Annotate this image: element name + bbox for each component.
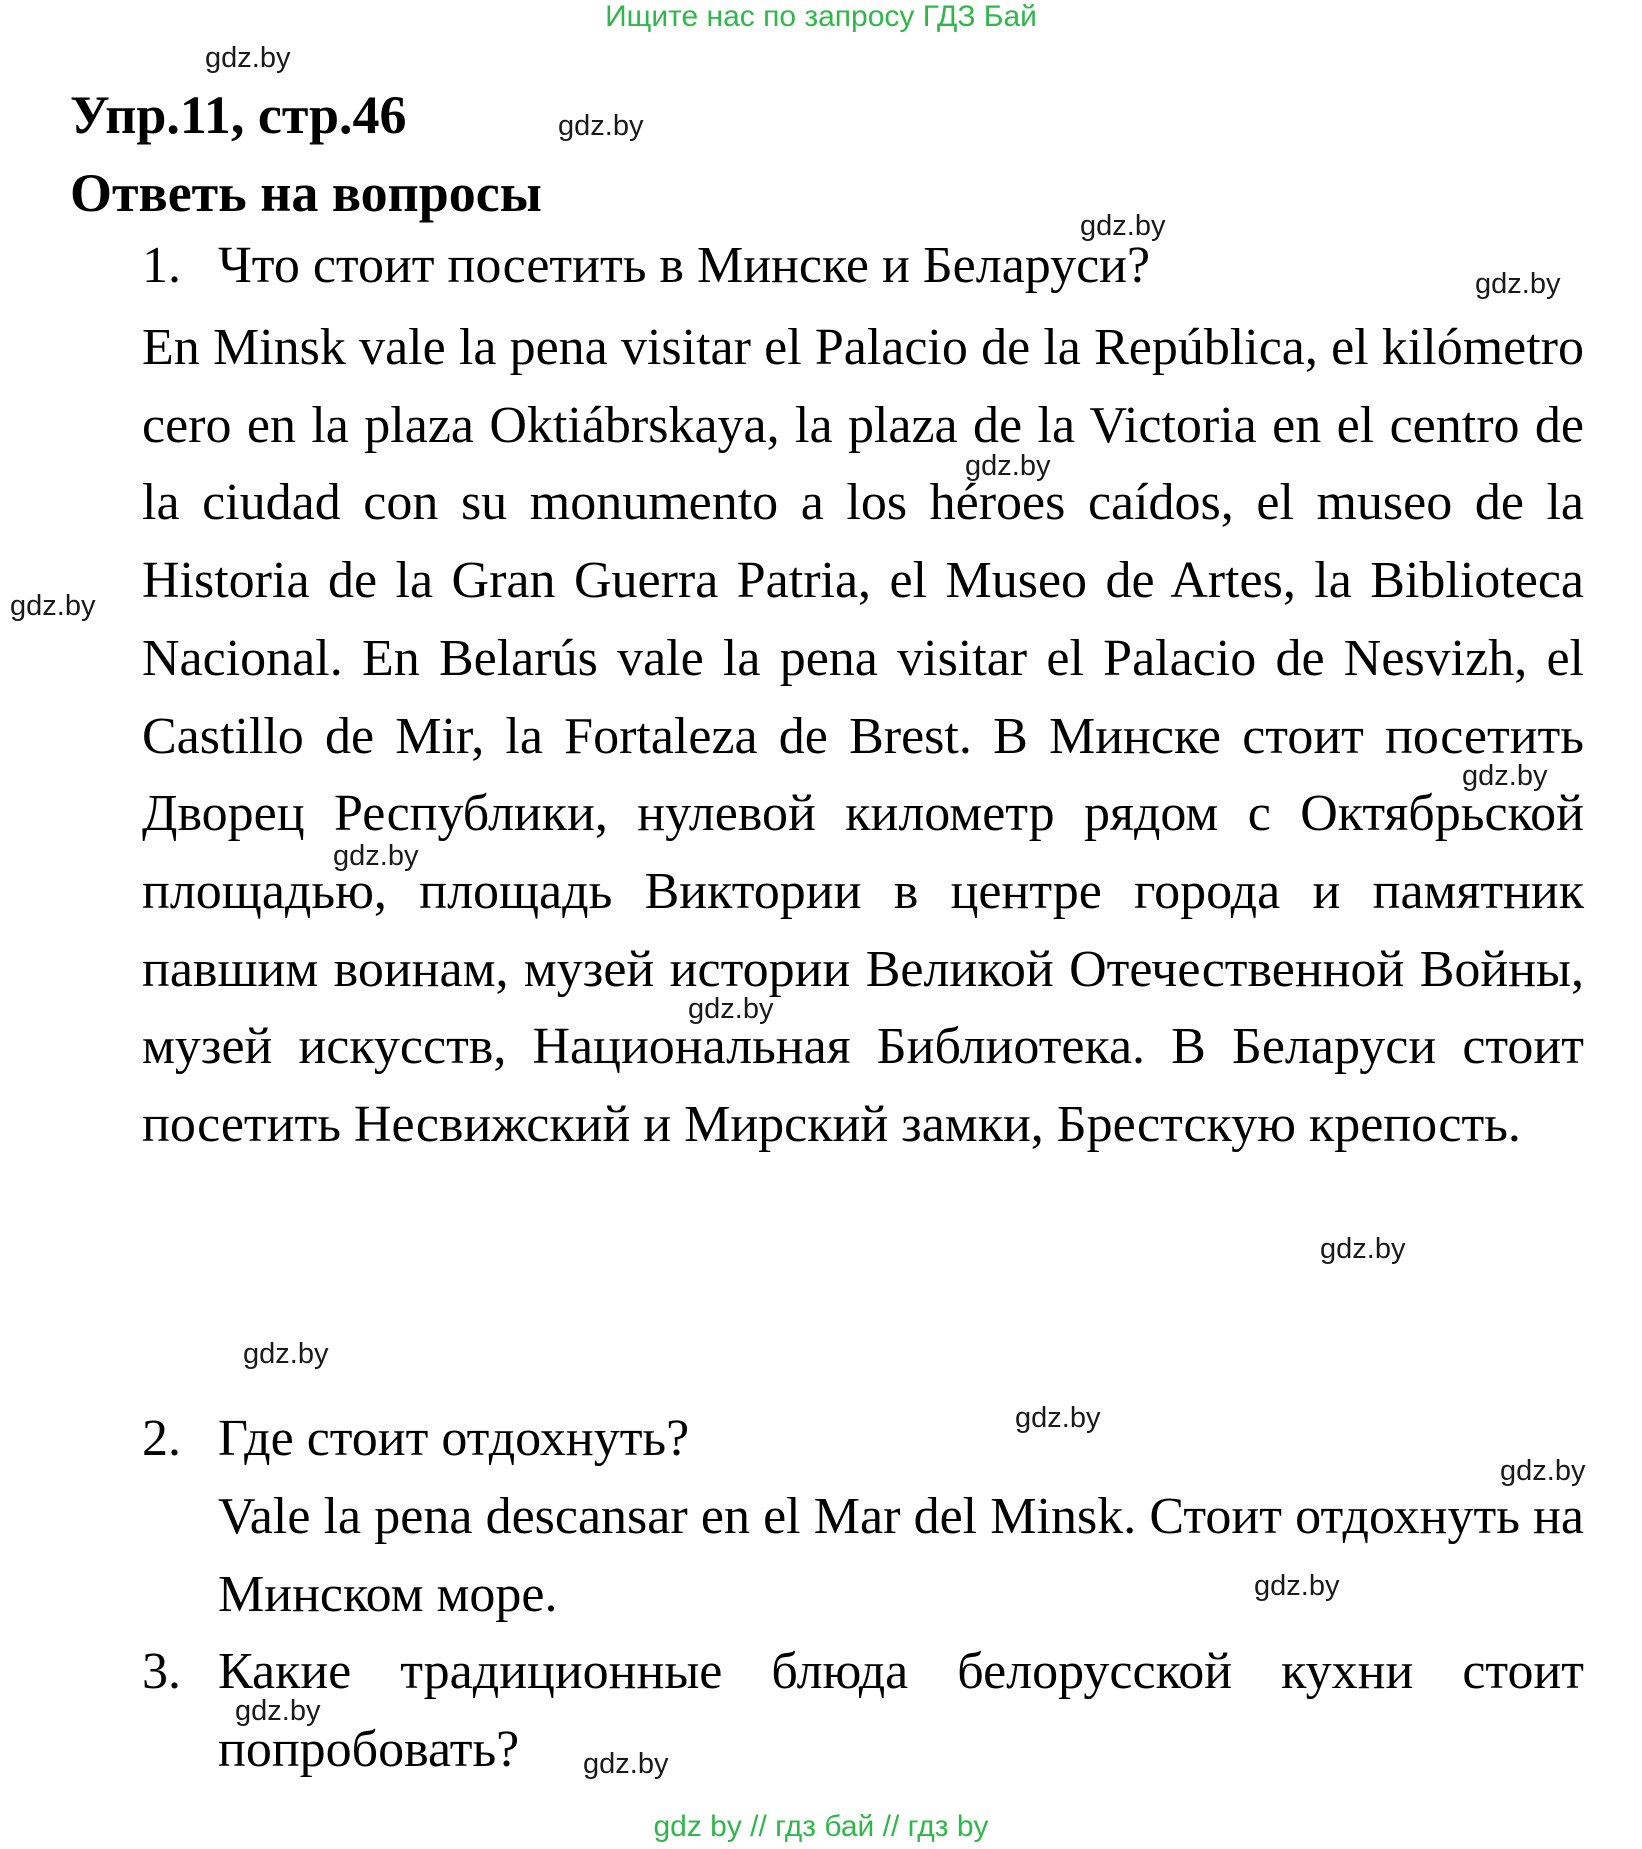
watermark: gdz.by <box>205 42 291 74</box>
watermark: gdz.by <box>965 450 1051 482</box>
watermark: gdz.by <box>243 1338 329 1370</box>
answer-2: Vale la pena descansar en el Mar del Minsk. Стоит отдохнуть на Минском море. <box>218 1488 1584 1623</box>
question-1-number: 1. <box>142 237 181 294</box>
footer-watermark: gdz by // гдз бай // гдз by <box>653 1810 989 1843</box>
watermark: gdz.by <box>1475 268 1561 300</box>
answer-1: En Minsk vale la pena visitar el Palacio de la República, el kilómetro cero en la plaza Oktiábrskaya, la plaza de la Victoria en el centro de la ciudad con su monumento a los héroes caídos, el museo de la Historia de la Gran Guerra Patria, el Museo de Artes, la Biblioteca Nacional. En Belarús vale la pena visitar el Palacio de Nesvizh, el Castillo de Mir, la Fortaleza de Brest. В Минске стоит посетить Дворец Республики, нулевой километр рядом с Октябрьской площадью, площадь Виктории в центре города и памятник павшим воинам, музей истории Великой Отечественной Войны, музей искусств, Национальная Библиотека. В Беларуси стоит посетить Несвижский и Мирский замки, Брестскую крепость. <box>142 319 1584 1154</box>
question-2-number: 2. <box>142 1410 181 1467</box>
watermark: gdz.by <box>1015 1402 1101 1434</box>
watermark: gdz.by <box>235 1695 321 1727</box>
watermark: gdz.by <box>1320 1233 1406 1265</box>
question-3 <box>142 1633 1584 1789</box>
watermark: gdz.by <box>1500 1455 1586 1487</box>
question-3-text-line1: Какие традиционные блюда белорусской кухни стоит <box>218 1643 1584 1700</box>
watermark: gdz.by <box>1080 210 1166 242</box>
question-1 <box>142 227 1150 305</box>
question-2-text: Где стоит отдохнуть? <box>218 1410 690 1467</box>
question-3-text-line2: попробовать? <box>218 1721 520 1778</box>
top-search-banner: Ищите нас по запросу ГДЗ Бай <box>605 0 1037 33</box>
watermark: gdz.by <box>1462 760 1548 792</box>
watermark: gdz.by <box>558 110 644 142</box>
watermark: gdz.by <box>1254 1570 1340 1602</box>
watermark: gdz.by <box>10 590 96 622</box>
watermark: gdz.by <box>583 1748 669 1780</box>
question-1-text: Что стоит посетить в Минске и Беларуси? <box>218 237 1151 294</box>
watermark: gdz.by <box>333 840 419 872</box>
exercise-title: Упр.11, стр.46 <box>70 85 407 145</box>
watermark: gdz.by <box>688 993 774 1025</box>
section-title: Ответь на вопросы <box>70 163 542 223</box>
question-2 <box>142 1400 689 1478</box>
question-3-number: 3. <box>142 1643 181 1700</box>
